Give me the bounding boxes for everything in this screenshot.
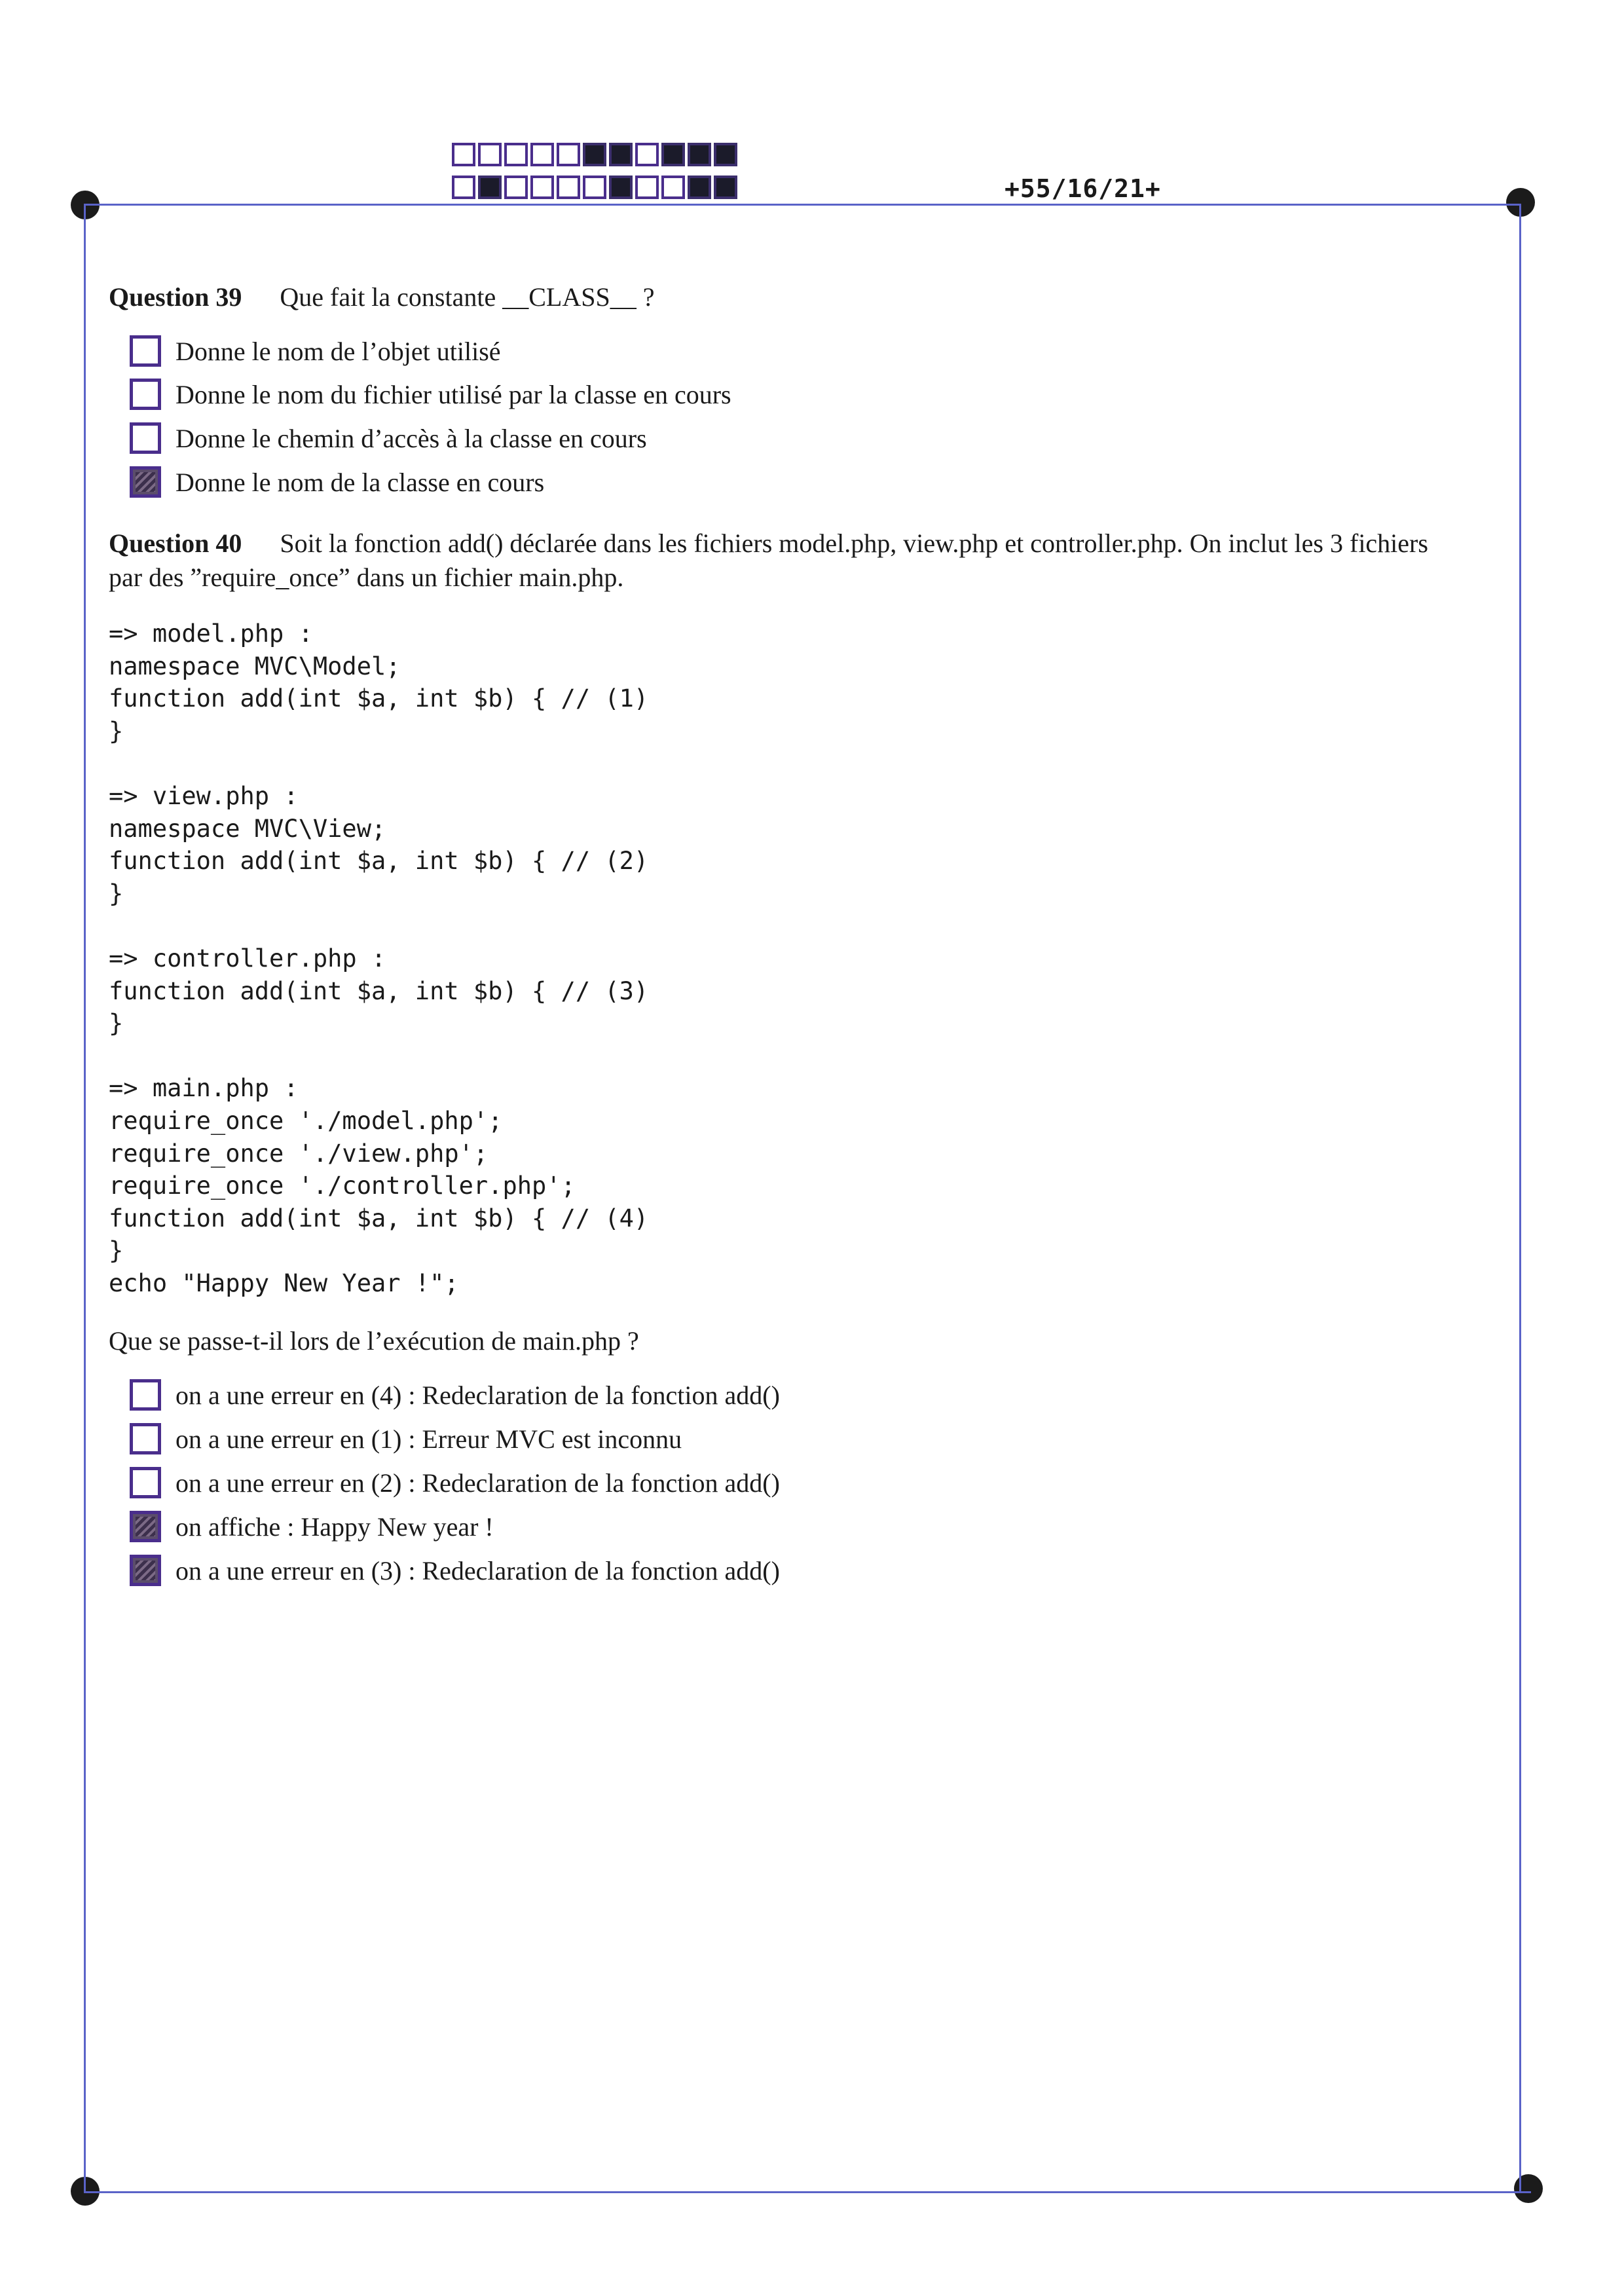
barcode-cell xyxy=(504,176,528,199)
barcode-cell xyxy=(609,143,633,166)
q40-option-2-label: on a une erreur en (1) : Erreur MVC est inconnu xyxy=(175,1424,682,1454)
barcode-cell xyxy=(583,176,606,199)
question-39-text: Que fait la constante __CLASS__ ? xyxy=(280,282,655,312)
barcode-cell xyxy=(661,176,685,199)
barcode-cell xyxy=(530,143,554,166)
q39-option-4-checkbox[interactable] xyxy=(130,466,161,498)
question-40-label: Question 40 xyxy=(109,528,242,558)
q39-option-4[interactable] xyxy=(130,464,544,500)
q40-option-2-checkbox[interactable] xyxy=(130,1423,161,1454)
q39-option-3-checkbox[interactable] xyxy=(130,422,161,454)
barcode-cell xyxy=(452,143,475,166)
q40-option-1-checkbox[interactable] xyxy=(130,1379,161,1411)
barcode-cell xyxy=(714,176,737,199)
q39-option-3[interactable] xyxy=(130,420,647,456)
barcode-cell xyxy=(661,143,685,166)
barcode-cell xyxy=(609,176,633,199)
barcode-cell xyxy=(530,176,554,199)
barcode-cell xyxy=(478,143,502,166)
frame-left-line xyxy=(84,204,86,2193)
barcode-cell xyxy=(452,176,475,199)
q40-option-2[interactable] xyxy=(130,1421,682,1456)
q40-option-5-label: on a une erreur en (3) : Redeclaration de la fonction add() xyxy=(175,1555,780,1585)
registration-dot-bottom-right xyxy=(1514,2174,1543,2203)
page-identifier: +55/16/21+ xyxy=(1005,174,1161,203)
barcode-cell xyxy=(635,143,659,166)
question-40-code-block: => model.php : namespace MVC\Model; function add(int $a, int $b) { // (1) } => view.php : namespace MVC\View; function add(int $a, int $b) { // (2) } => controller.php : function add(int $a, int $b) { // (3) } => main.php : require_once './model.php'; require_once './view.php'; require_once './controller.php'; function add(int $a, int $b) { // (4) } echo "Happy New Year !"; xyxy=(109,620,649,1297)
q39-option-2-label: Donne le nom du fichier utilisé par la classe en cours xyxy=(175,379,731,409)
q40-option-4[interactable] xyxy=(130,1509,494,1544)
frame-right-line xyxy=(1519,204,1521,2193)
barcode-cell xyxy=(583,143,606,166)
q40-option-3-label: on a une erreur en (2) : Redeclaration de la fonction add() xyxy=(175,1468,780,1498)
barcode-cell xyxy=(688,143,711,166)
question-39-label: Question 39 xyxy=(109,282,242,312)
question-40-intro-line-1: Soit la fonction add() déclarée dans les fichiers model.php, view.php et controller.php. On inclut les 3 fichiers xyxy=(280,528,1428,558)
q40-option-4-checkbox[interactable] xyxy=(130,1511,161,1542)
barcode-cell xyxy=(557,143,580,166)
q40-option-5[interactable] xyxy=(130,1553,780,1588)
frame-bottom-line xyxy=(84,2191,1531,2193)
q39-option-1-checkbox[interactable] xyxy=(130,335,161,367)
q40-option-3-checkbox[interactable] xyxy=(130,1467,161,1498)
barcode-cell xyxy=(504,143,528,166)
question-39-heading xyxy=(109,280,654,314)
question-40-intro-line-2: par des ”require_once” dans un fichier main.php. xyxy=(109,563,624,592)
barcode-cell xyxy=(714,143,737,166)
q39-option-3-label: Donne le chemin d’accès à la classe en cours xyxy=(175,423,647,453)
q39-option-2-checkbox[interactable] xyxy=(130,379,161,410)
page-barcode-row-1 xyxy=(452,143,737,166)
question-40-heading xyxy=(109,527,1504,561)
q39-option-1-label: Donne le nom de l’objet utilisé xyxy=(175,336,501,366)
q40-option-4-label: on affiche : Happy New year ! xyxy=(175,1511,494,1542)
barcode-cell xyxy=(478,176,502,199)
q40-option-1-label: on a une erreur en (4) : Redeclaration de la fonction add() xyxy=(175,1380,780,1410)
barcode-cell xyxy=(688,176,711,199)
barcode-cell xyxy=(635,176,659,199)
q40-option-1[interactable] xyxy=(130,1377,780,1413)
question-40-prompt: Que se passe-t-il lors de l’exécution de main.php ? xyxy=(109,1326,639,1356)
q39-option-4-label: Donne le nom de la classe en cours xyxy=(175,467,545,497)
frame-top-line xyxy=(84,204,1521,206)
q40-option-5-checkbox[interactable] xyxy=(130,1555,161,1586)
q39-option-1[interactable] xyxy=(130,333,501,369)
barcode-cell xyxy=(557,176,580,199)
page-barcode-row-2 xyxy=(452,176,737,199)
q40-option-3[interactable] xyxy=(130,1465,780,1500)
q39-option-2[interactable] xyxy=(130,377,731,412)
